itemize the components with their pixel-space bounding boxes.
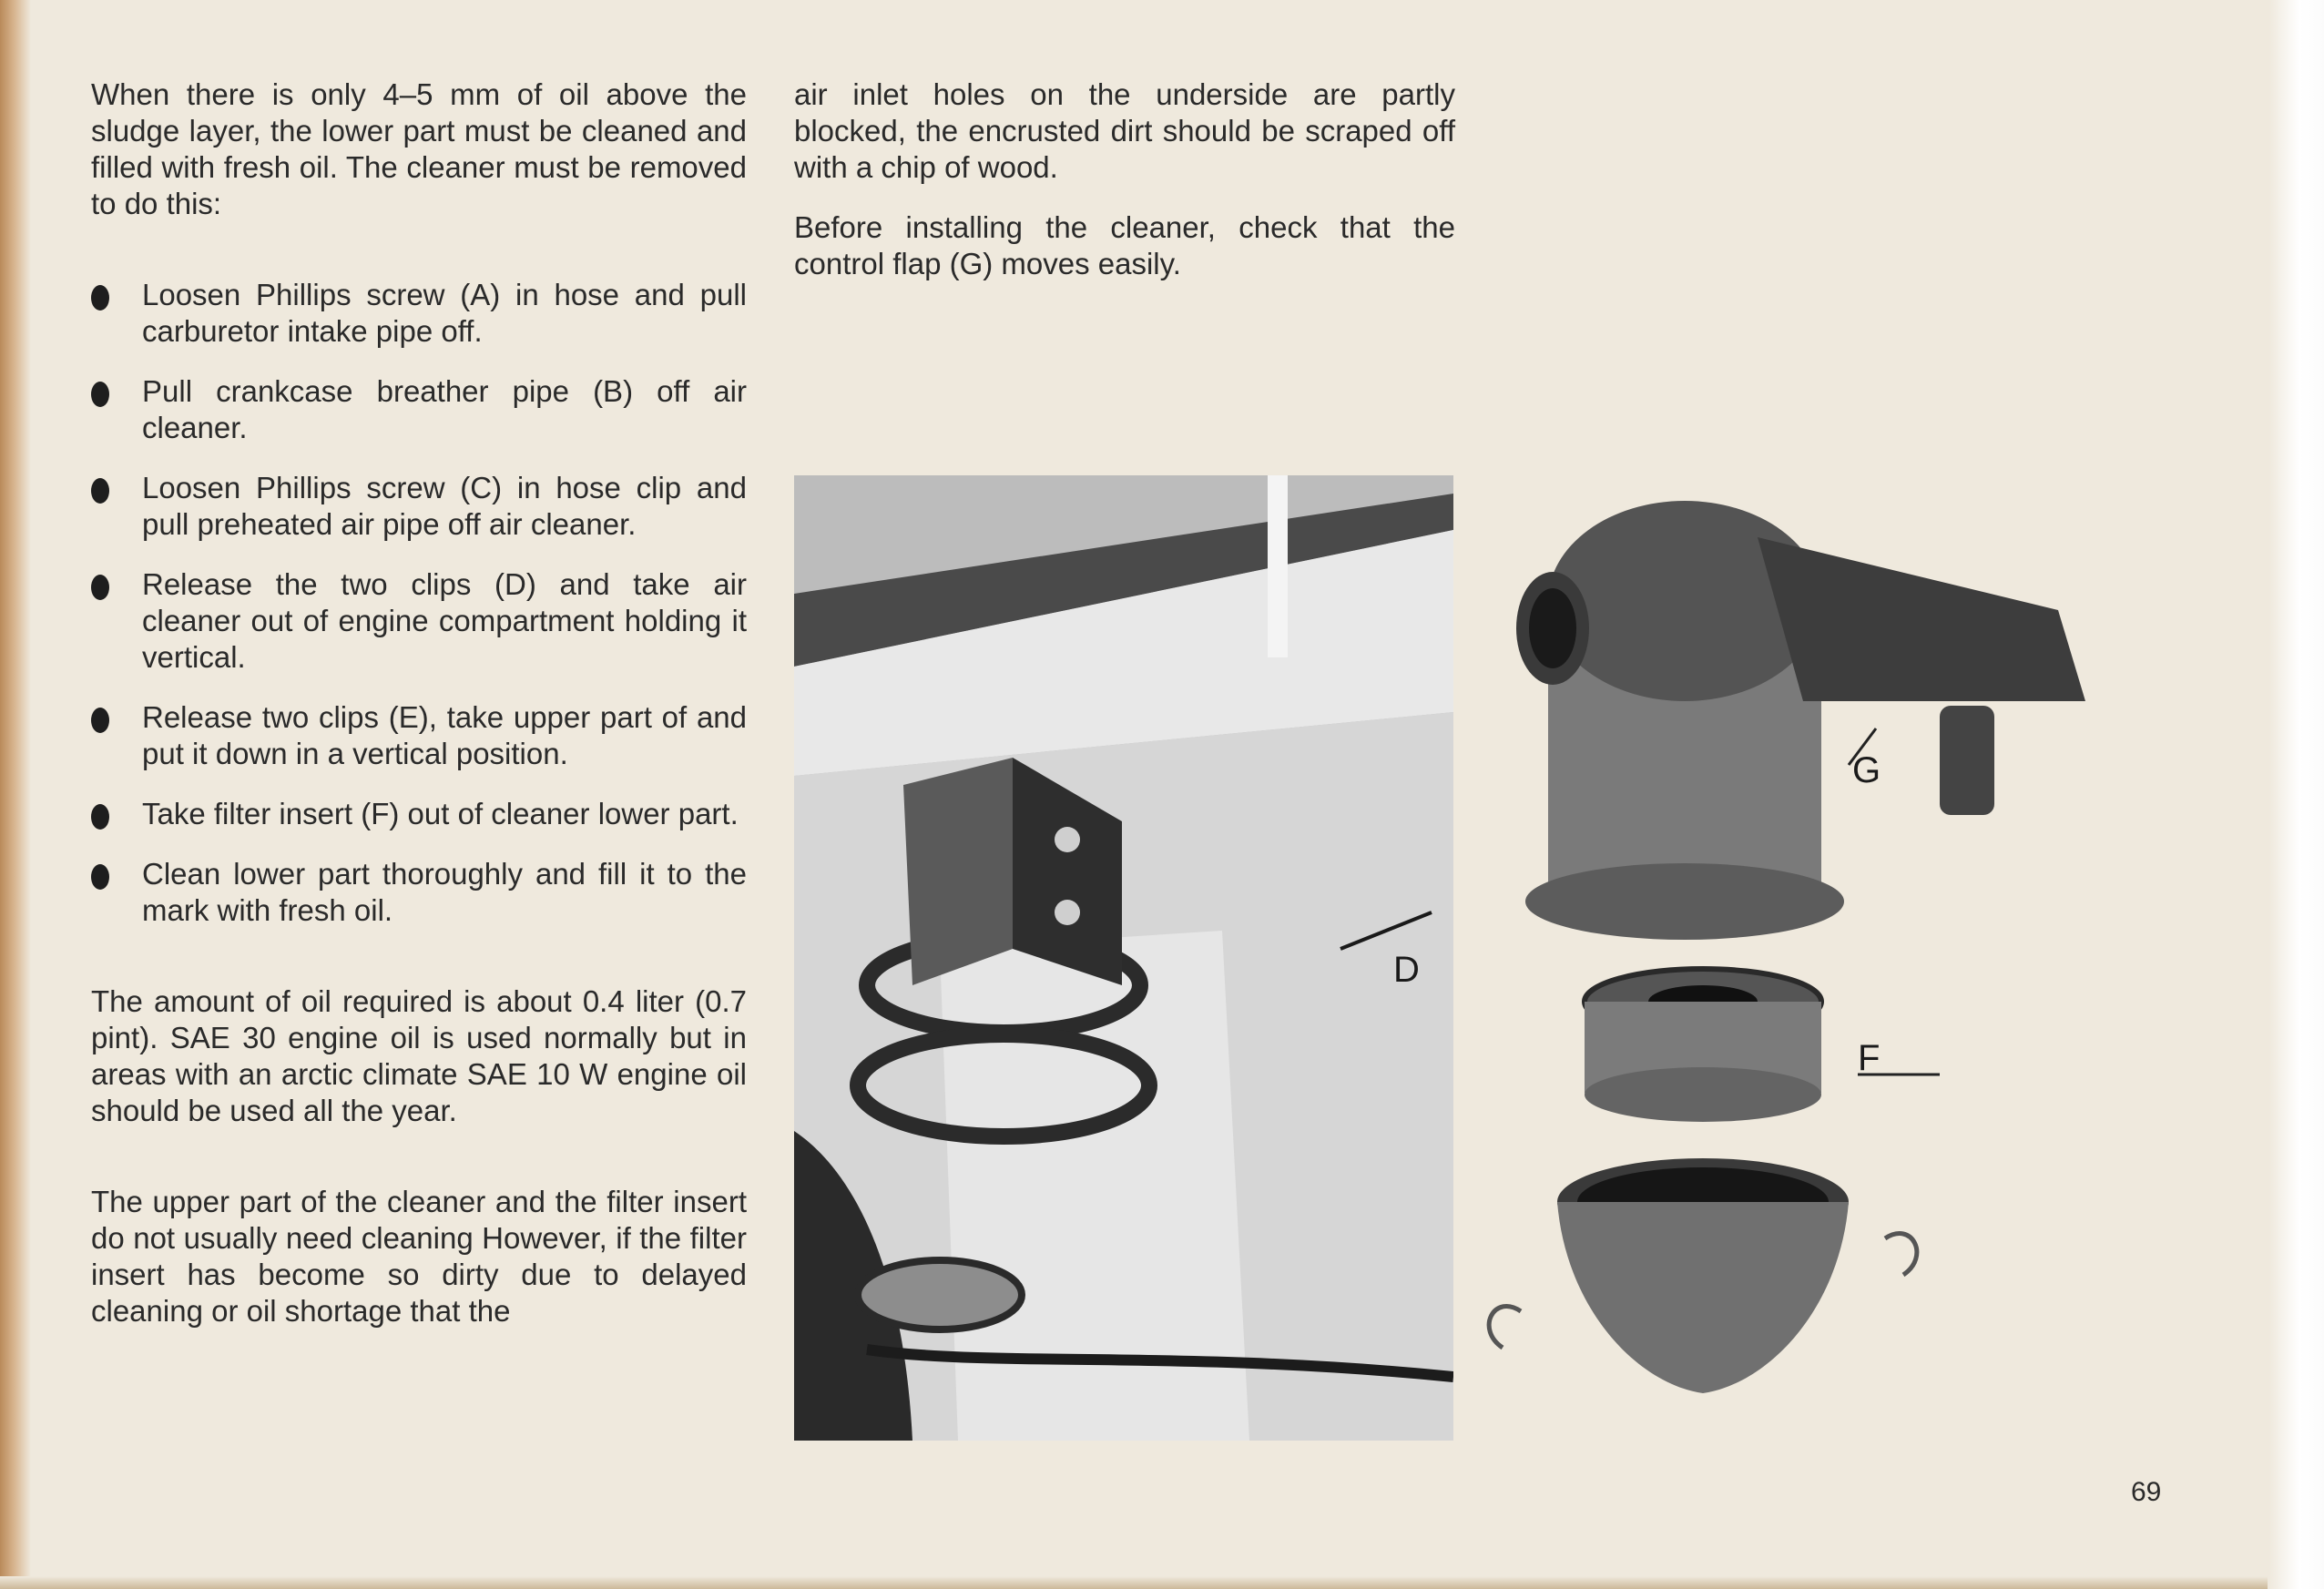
engine-compartment-illustration: [794, 475, 1453, 1441]
page-bottom-edge: [0, 1576, 2268, 1589]
step-text: Loosen Phillips screw (A) in hose and pull carburetor intake pipe off.: [142, 278, 747, 348]
bullet-icon: [91, 382, 109, 407]
bullet-icon: [91, 285, 109, 311]
oil-amount-paragraph: The amount of oil required is about 0.4 liter (0.7 pint). SAE 30 engine oil is used normally but in areas with an arctic climate SAE 10 W engine oil should be used all the year.: [91, 984, 747, 1127]
intro-paragraph: When there is only 4–5 mm of oil above the sludge layer, the lower part must be cleaned and filled with fresh oil. The cleaner must be removed to do this:: [91, 77, 747, 220]
bullet-icon: [91, 864, 109, 890]
bullet-icon: [91, 708, 109, 733]
list-item: [91, 373, 747, 446]
step-text: Clean lower part thoroughly and fill it to the mark with fresh oil.: [142, 857, 747, 927]
list-item: [91, 699, 747, 772]
removal-steps-list: [91, 277, 747, 929]
engine-compartment-photo: [794, 475, 1453, 1441]
list-item: [91, 566, 747, 676]
continuation-paragraph: air inlet holes on the underside are partly blocked, the encrusted dirt should be scraped off with a chip of wood.: [794, 77, 1455, 184]
air-cleaner-illustration: [1457, 474, 2186, 1457]
callout-label-g: G: [1852, 750, 1881, 790]
page-binding-shadow: [0, 0, 31, 1589]
page-number: 69: [2131, 1477, 2162, 1507]
list-item: [91, 796, 747, 832]
bullet-icon: [91, 575, 109, 600]
list-item: [91, 277, 747, 350]
step-text: Loosen Phillips screw (C) in hose clip and pull preheated air pipe off air cleaner.: [142, 471, 747, 541]
list-item: [91, 470, 747, 543]
step-text: Release two clips (E), take upper part of and put it down in a vertical position.: [142, 700, 747, 770]
callout-label-f: F: [1858, 1038, 1881, 1078]
upper-part-paragraph: The upper part of the cleaner and the filter insert do not usually need cleaning However, if the filter insert has become so dirty due to delayed cleaning or oil shortage that the: [91, 1185, 747, 1328]
right-text-column: [794, 76, 1455, 282]
install-note-paragraph: Before installing the cleaner, check that the control flap (G) moves easily.: [794, 210, 1455, 280]
air-cleaner-exploded-view: [1457, 474, 2186, 1457]
callout-label-d: D: [1393, 950, 1420, 990]
left-text-column: [91, 76, 747, 1329]
step-text: Pull crankcase breather pipe (B) off air cleaner.: [142, 374, 747, 444]
list-item: [91, 856, 747, 929]
bullet-icon: [91, 478, 109, 504]
step-text: Take filter insert (F) out of cleaner lower part.: [142, 797, 739, 830]
page-edge: [2269, 0, 2324, 1589]
step-text: Release the two clips (D) and take air cleaner out of engine compartment holding it vertical.: [142, 567, 747, 674]
bullet-icon: [91, 804, 109, 830]
